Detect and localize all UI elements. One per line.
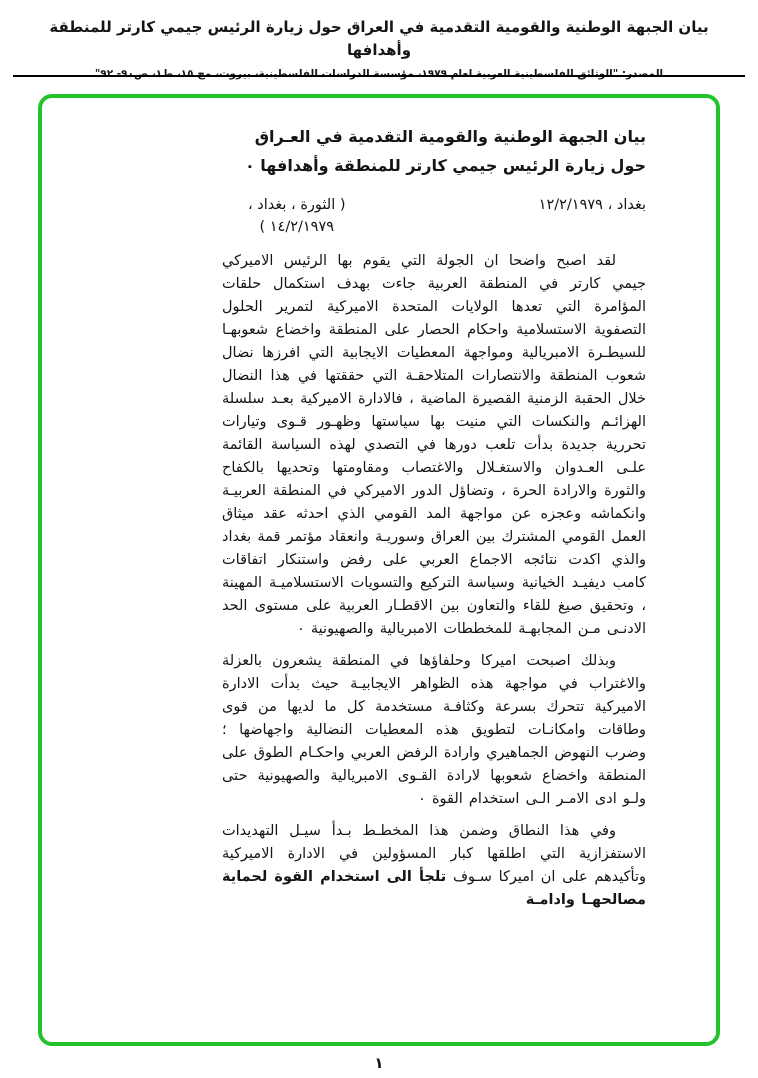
closing-paragraph-bold: تلجأ الى استخدام القوة لحماية مصالحهـا وادامـة — [222, 869, 646, 908]
dateline-source — [248, 194, 346, 238]
header-divider — [13, 75, 745, 77]
page-number: ١ — [374, 1054, 384, 1072]
closing-paragraph — [222, 820, 646, 912]
document-title-line2: حول زيارة الرئيس جيمي كارتر للمنطقة وأهدافها ٠ — [244, 156, 646, 175]
paragraph: لقد اصبح واضحا ان الجولة التي يقوم بها الرئيس الاميركي جيمي كارتر في المنطقة العربية جاءت بهدف استكمال حلقات المؤامرة التي تعدها الولايات المتحدة الاميركية لتمرير الحلول التصفوية الاستسلامية واحكام الحصار على المنطقة واخضاع شعوبهـا للسيطـرة الامبريالية ومواجهة المعطيات الايجابية التي افرزها نضال شعوب المنطقة والانتصارات المتلاحقـة التي حققتها في هذا النضال خلال الحقبة الزمنية القصيرة الماضية ، فالادارة الاميركية بعـد سلسلة الهزائـم والنكسات التي منيت بها سياستها وظهـور قـوى وتيارات تحررية جديدة بدأت تلعب دورها في التصدي لهذه السياسة القائمة علـى العـدوان والاستغـلال والاغتصاب ومقاومتها وتحديها بالكفاح والثورة والارادة الحرة ، وتضاؤل الدور الاميركي في المنطقة العربيـة وانكماشه وعجزه عن مواجهة المد القومي الذي احدثه عقد ميثاق العمل القومي المشترك بين العراق وسوريـة وانعقاد مؤتمر قمة بغداد والذي اكدت نتائجه الاجماع العربي على رفض واستنكار اتفاقات كامب ديفيـد الخيانية وسياسة التركيع والتسويات الاستسلاميـة المهينة ، وتحقيق صيغ للقاء والتعاون بين الاقطـار العربية على مستوى الحد الادنـى مـن المجابهـة للمخططات الامبريالية والصهيونية ٠ — [222, 253, 646, 637]
paragraph: وبذلك اصبحت اميركا وحلفاؤها في المنطقة يشعرون بالعزلة والاغتراب في مواجهة هذه الظواهر الايجابيـة حيث بدأت الادارة الاميركية تتحرك بسرعة وكثافـة مستخدمة كل ما لديها من قوى وطاقات وامكانـات لتطويق هذه المعطيات النضالية واجهاضها ؛ وضرب النهوض الجماهيري وارادة الرفض العربي واحكـام الطوق على المنطقة واخضاع شعوبها لارادة القـوى الامبريالية والصهيونية حتى ولـو ادى الامـر الـى استخدام القوة ٠ — [222, 653, 646, 807]
document-title-line1: بيان الجبهة الوطنية والقومية التقدمية في العـراق — [254, 127, 646, 146]
header-title: بيان الجبهة الوطنية والقومية التقدمية في العراق حول زيارة الرئيس جيمي كارتر للمنطقة وأهدافها — [49, 18, 709, 59]
dateline — [222, 194, 646, 238]
dateline-source-line1: ( الثورة ، بغداد ، — [248, 197, 346, 213]
dateline-source-line2: ١٤/٢/١٩٧٩ ) — [259, 219, 335, 235]
closing-paragraph-text: وفي هذا النطاق وضمن هذا المخطـط بـدأ سيـل التهديدات الاستفزازية التي اطلقها كبار المسؤولين في الادارة الاميركية وتأكيدهم على ان اميركا سـوف — [222, 823, 646, 885]
document-body — [222, 122, 646, 921]
page-header — [0, 16, 758, 80]
source-line: المصدر: "الوثائق الفلسطينية العربية لعام ١٩٧٩، مؤسسة الدراسات الفلسطينية، بيروت، مج ١٥، ط١، ص٩٠- ٩٢" — [94, 68, 664, 80]
dateline-place-date: بغداد ، ١٢/٢/١٩٧٩ — [538, 197, 646, 213]
document-title — [222, 122, 646, 180]
